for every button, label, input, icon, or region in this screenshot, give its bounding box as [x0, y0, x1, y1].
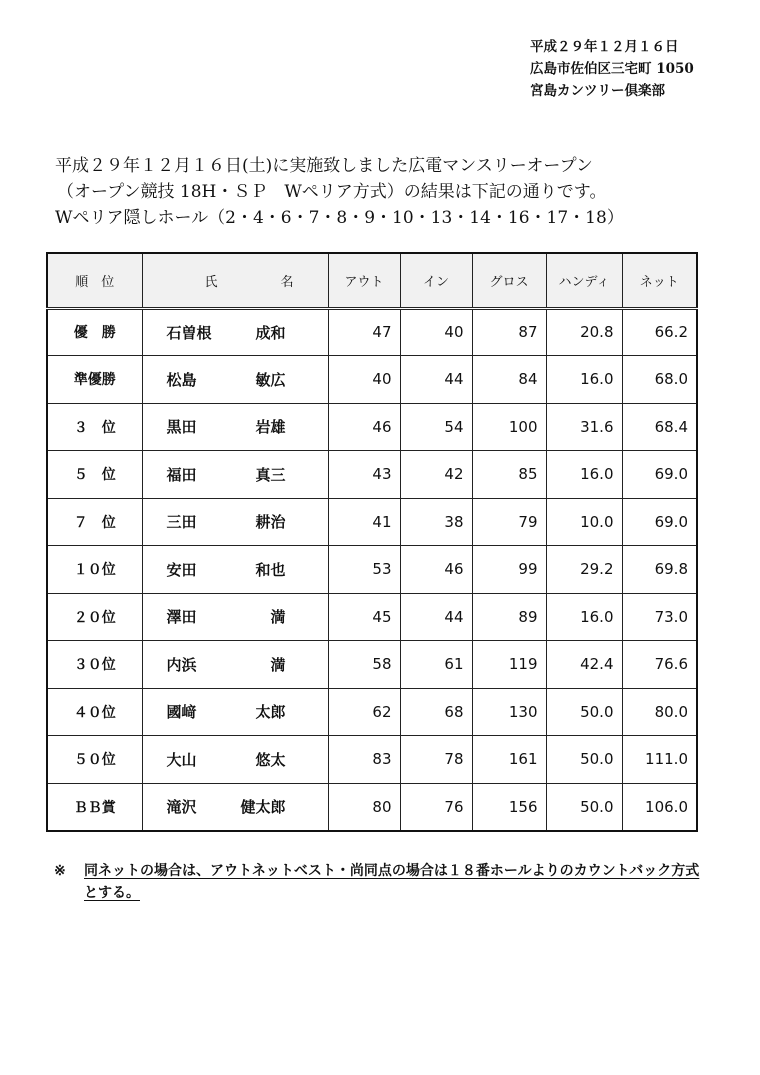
cell-handicap: 16.0 — [546, 593, 622, 641]
player-given-name: 太郎 — [255, 703, 286, 722]
cell-gross: 130 — [472, 688, 546, 736]
cell-handicap: 16.0 — [546, 451, 622, 499]
cell-net: 69.8 — [622, 546, 697, 594]
footnote-text: 同ネットの場合は、アウトネットベスト・尚同点の場合は１８番ホールよりのカウントバック方式とする。 — [84, 863, 700, 901]
cell-name — [142, 403, 328, 451]
cell-in: 46 — [400, 546, 472, 594]
cell-name — [142, 736, 328, 784]
cell-in: 44 — [400, 593, 472, 641]
cell-out: 43 — [328, 451, 400, 499]
player-given-name: 成和 — [255, 323, 286, 342]
cell-net: 69.0 — [622, 451, 697, 499]
cell-rank: ７ 位 — [47, 498, 142, 546]
cell-net: 80.0 — [622, 688, 697, 736]
player-given-name: 敏広 — [255, 370, 286, 389]
cell-in: 38 — [400, 498, 472, 546]
table-row — [47, 451, 697, 499]
player-family-name: 黒田 — [166, 418, 197, 437]
player-family-name: 滝沢 — [166, 798, 197, 816]
player-given-name: 満 — [270, 608, 286, 627]
player-given-name: 悠太 — [255, 750, 286, 769]
cell-rank: ３ 位 — [47, 403, 142, 451]
player-given-name: 和也 — [255, 560, 286, 579]
player-given-name: 耕治 — [255, 513, 286, 532]
header-net: ネット — [622, 253, 697, 308]
cell-out: 40 — [328, 356, 400, 404]
intro-line-2: （オープン競技 18H・ＳＰ Wペリア方式）の結果は下記の通りです。 — [57, 182, 607, 202]
cell-net: 68.0 — [622, 356, 697, 404]
table-row — [47, 546, 697, 594]
header-out: アウト — [328, 253, 400, 308]
cell-in: 78 — [400, 736, 472, 784]
intro-line-3: Wペリア隠しホール（2・4・6・7・8・9・10・13・14・16・17・18） — [55, 208, 624, 228]
cell-name — [142, 308, 328, 356]
cell-in: 76 — [400, 783, 472, 831]
cell-handicap: 42.4 — [546, 641, 622, 689]
cell-out: 45 — [328, 593, 400, 641]
results-table — [46, 252, 698, 832]
cell-net: 73.0 — [622, 593, 697, 641]
header-club: 宮島カンツリー倶楽部 — [530, 83, 665, 99]
cell-in: 54 — [400, 403, 472, 451]
cell-rank: ５ 位 — [47, 451, 142, 499]
table-row — [47, 688, 697, 736]
header-address: 広島市佐伯区三宅町 1050 — [530, 61, 694, 77]
cell-rank: １０位 — [47, 546, 142, 594]
cell-name — [142, 783, 328, 831]
cell-out: 53 — [328, 546, 400, 594]
cell-rank: ＢＢ賞 — [47, 783, 142, 831]
cell-handicap: 50.0 — [546, 688, 622, 736]
cell-gross: 87 — [472, 308, 546, 356]
cell-net: 106.0 — [622, 783, 697, 831]
player-family-name: 澤田 — [166, 608, 197, 627]
cell-out: 41 — [328, 498, 400, 546]
table-row — [47, 308, 697, 356]
cell-handicap: 31.6 — [546, 403, 622, 451]
cell-gross: 99 — [472, 546, 546, 594]
intro-line-1: 平成２９年１２月１６日(土)に実施致しました広電マンスリーオープン — [55, 156, 593, 176]
cell-name — [142, 593, 328, 641]
cell-in: 44 — [400, 356, 472, 404]
cell-handicap: 50.0 — [546, 783, 622, 831]
header-in: イン — [400, 253, 472, 308]
cell-name — [142, 451, 328, 499]
cell-net: 111.0 — [622, 736, 697, 784]
cell-net: 66.2 — [622, 308, 697, 356]
cell-gross: 84 — [472, 356, 546, 404]
header-name-left: 氏 — [204, 274, 218, 290]
cell-in: 42 — [400, 451, 472, 499]
cell-gross: 119 — [472, 641, 546, 689]
player-given-name: 健太郎 — [240, 798, 286, 816]
cell-out: 80 — [328, 783, 400, 831]
player-family-name: 福田 — [166, 465, 197, 484]
cell-name — [142, 546, 328, 594]
table-row — [47, 593, 697, 641]
table-row — [47, 736, 697, 784]
cell-rank: 準優勝 — [47, 356, 142, 404]
table-row — [47, 356, 697, 404]
cell-net: 76.6 — [622, 641, 697, 689]
cell-in: 61 — [400, 641, 472, 689]
cell-in: 68 — [400, 688, 472, 736]
player-family-name: 石曽根 — [166, 323, 212, 342]
cell-rank: ３０位 — [47, 641, 142, 689]
intro-paragraph — [55, 153, 735, 231]
player-family-name: 三田 — [166, 513, 197, 532]
cell-handicap: 50.0 — [546, 736, 622, 784]
header-name — [142, 253, 328, 308]
document-header — [530, 36, 730, 102]
player-family-name: 安田 — [166, 560, 197, 579]
cell-name — [142, 498, 328, 546]
cell-gross: 89 — [472, 593, 546, 641]
player-family-name: 大山 — [166, 750, 197, 769]
cell-out: 47 — [328, 308, 400, 356]
cell-handicap: 10.0 — [546, 498, 622, 546]
cell-gross: 100 — [472, 403, 546, 451]
cell-in: 40 — [400, 308, 472, 356]
cell-out: 58 — [328, 641, 400, 689]
cell-net: 69.0 — [622, 498, 697, 546]
table-row — [47, 783, 697, 831]
cell-gross: 161 — [472, 736, 546, 784]
cell-name — [142, 688, 328, 736]
header-handicap: ハンディ — [546, 253, 622, 308]
player-given-name: 満 — [270, 655, 286, 674]
cell-rank: ５０位 — [47, 736, 142, 784]
cell-name — [142, 641, 328, 689]
cell-out: 62 — [328, 688, 400, 736]
table-row — [47, 498, 697, 546]
cell-handicap: 29.2 — [546, 546, 622, 594]
player-given-name: 真三 — [255, 465, 286, 484]
header-date: 平成２９年１２月１６日 — [530, 39, 679, 55]
header-rank: 順 位 — [47, 253, 142, 308]
results-body — [47, 308, 697, 831]
cell-rank: ４０位 — [47, 688, 142, 736]
player-given-name: 岩雄 — [255, 418, 286, 437]
cell-rank: 優 勝 — [47, 308, 142, 356]
header-name-right: 名 — [280, 274, 294, 290]
cell-out: 46 — [328, 403, 400, 451]
footnote — [54, 860, 704, 904]
cell-net: 68.4 — [622, 403, 697, 451]
footnote-mark: ※ — [54, 863, 66, 879]
cell-handicap: 16.0 — [546, 356, 622, 404]
cell-gross: 79 — [472, 498, 546, 546]
player-family-name: 内浜 — [166, 655, 197, 674]
cell-name — [142, 356, 328, 404]
table-row — [47, 403, 697, 451]
table-row — [47, 641, 697, 689]
table-header-row — [47, 253, 697, 308]
header-gross: グロス — [472, 253, 546, 308]
cell-gross: 156 — [472, 783, 546, 831]
player-family-name: 國﨑 — [166, 703, 197, 722]
cell-handicap: 20.8 — [546, 308, 622, 356]
cell-rank: ２０位 — [47, 593, 142, 641]
cell-gross: 85 — [472, 451, 546, 499]
cell-out: 83 — [328, 736, 400, 784]
player-family-name: 松島 — [166, 370, 197, 389]
